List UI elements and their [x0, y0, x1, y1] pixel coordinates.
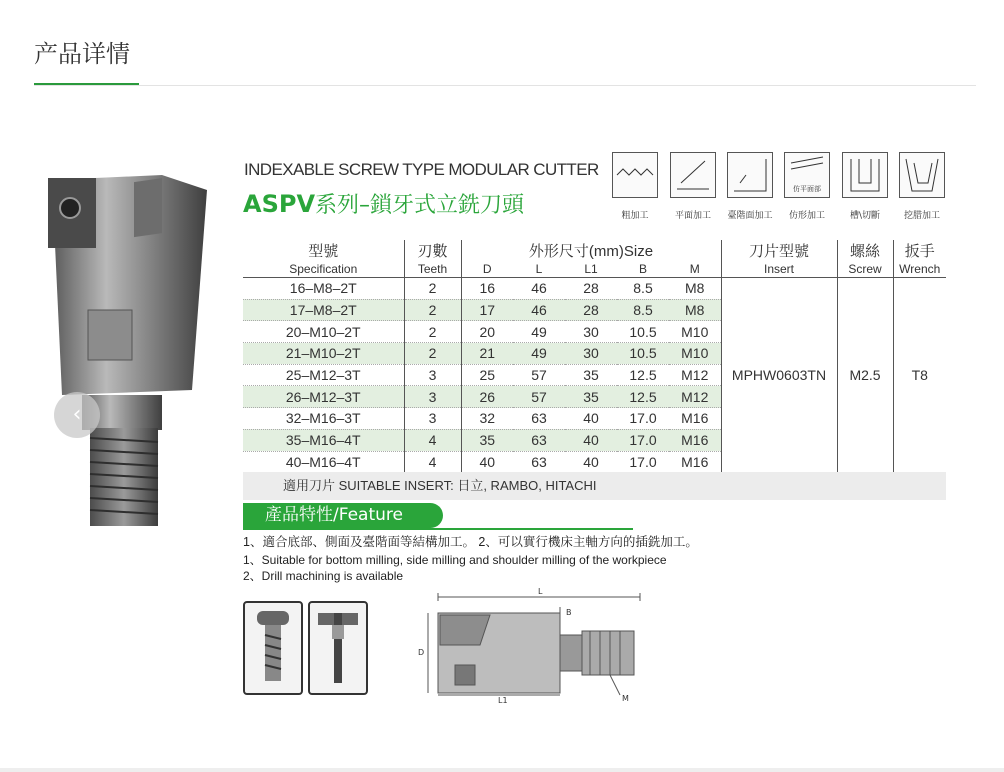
table-row: [243, 278, 946, 300]
col-wrench-en: Wrench: [893, 261, 946, 278]
col-teeth: 刃數: [404, 240, 461, 261]
screw-accessory-icon: [243, 601, 303, 695]
face-milling-icon: [670, 152, 716, 198]
table-cell: 4: [404, 429, 461, 451]
table-cell: 16: [461, 278, 513, 300]
tab-divider: [34, 85, 976, 86]
table-cell: 10.5: [617, 343, 669, 365]
table-cell: 26: [461, 386, 513, 408]
table-cell: 46: [513, 299, 565, 321]
table-cell: M12: [681, 367, 709, 384]
col-m: M: [689, 262, 700, 276]
carousel-prev-button[interactable]: [54, 392, 100, 438]
process-label: 粗加工: [621, 211, 649, 221]
table-cell: M16: [669, 429, 721, 451]
table-cell: 17: [461, 299, 513, 321]
table-cell: 32: [461, 408, 513, 430]
table-cell: 2: [404, 299, 461, 321]
model-name: ASPV: [243, 190, 316, 218]
feature-title: 產品特性/Feature: [243, 503, 443, 528]
heading-en: INDEXABLE SCREW TYPE MODULAR CUTTER: [244, 160, 599, 179]
dim-m: M: [622, 694, 629, 703]
table-cell: 4: [404, 451, 461, 473]
insert-cell: MPHW0603TN: [721, 278, 837, 473]
table-cell: 49: [513, 343, 565, 365]
table-cell: 21: [461, 343, 513, 365]
table-cell: 26–M12–3T: [243, 386, 404, 408]
col-insert: 刀片型號: [721, 240, 837, 261]
table-cell: M16: [681, 453, 709, 470]
table-cell: 35–M16–4T: [243, 429, 404, 451]
grooving-icon: [842, 152, 888, 198]
bottom-divider: [0, 768, 1004, 772]
suitable-insert-text: 適用刀片 SUITABLE INSERT: 日立, RAMBO, HITACHI: [283, 478, 597, 493]
table-cell: M8: [685, 280, 705, 297]
tab-product-details[interactable]: [34, 34, 130, 69]
table-cell: 3: [404, 386, 461, 408]
table-subheader-row: [243, 261, 946, 278]
tab-title: 产品详情: [34, 40, 130, 68]
shoulder-milling-icon: [727, 152, 773, 198]
table-cell: 25: [461, 364, 513, 386]
table-cell: 17.0: [617, 429, 669, 451]
table-cell: 57: [531, 367, 547, 384]
table-cell: M8: [669, 299, 721, 321]
table-cell: 3: [404, 408, 461, 430]
table-cell: 30: [565, 343, 617, 365]
table-cell: 20: [461, 321, 513, 343]
col-screw-en: Screw: [837, 261, 893, 278]
table-cell: 63: [513, 429, 565, 451]
table-cell: 12.5: [617, 386, 669, 408]
dimension-drawing: [410, 585, 650, 705]
spec-table: [243, 240, 946, 473]
table-cell: 25–M12–3T: [285, 367, 361, 384]
table-cell: 8.5: [617, 299, 669, 321]
feature-cn: 1、適合底部、側面及臺階面等結構加工。 2、可以實行機床主軸方向的插銑加工。: [243, 535, 698, 549]
table-cell: 32–M16–3T: [285, 410, 361, 427]
process-rough: [609, 152, 661, 221]
col-b: B: [638, 262, 647, 276]
feature-en-2: 2、Drill machining is available: [243, 569, 404, 583]
table-cell: M10: [681, 323, 709, 340]
table-cell: 35: [461, 429, 513, 451]
col-l: L: [535, 262, 543, 276]
dim-b: B: [566, 608, 572, 617]
table-cell: 10.5: [629, 323, 657, 340]
series-name: 系列–鎖牙式立銑刀頭: [315, 193, 525, 218]
table-cell: 12.5: [629, 367, 657, 384]
process-label: 槽\切斷: [849, 211, 881, 221]
dim-l1: L1: [498, 696, 508, 705]
process-label: 平面加工: [674, 211, 711, 221]
process-label: 臺階面加工: [727, 211, 773, 221]
table-cell: 46: [531, 280, 547, 297]
dim-d: D: [418, 648, 425, 657]
process-label: 仿形加工: [788, 211, 825, 221]
table-cell: 17–M8–2T: [243, 299, 404, 321]
table-cell: 40: [583, 453, 599, 470]
col-teeth-en: Teeth: [404, 261, 461, 278]
process-groove: [839, 152, 891, 221]
profile-milling-icon: [784, 152, 830, 198]
col-d: D: [461, 261, 513, 278]
table-cell: 35: [583, 367, 599, 384]
table-cell: M16: [681, 410, 709, 427]
process-label: 挖腊加工: [903, 211, 940, 221]
table-cell: 40: [461, 451, 513, 473]
table-cell: 40: [565, 429, 617, 451]
col-spec-en: Specification: [289, 262, 358, 276]
table-cell: M10: [669, 343, 721, 365]
wrench-accessory-icon: [308, 601, 368, 695]
table-cell: 40: [583, 410, 599, 427]
process-profile: [781, 152, 833, 221]
table-cell: 2: [404, 321, 461, 343]
col-l1: L1: [584, 262, 598, 276]
table-cell: 17.0: [629, 453, 657, 470]
table-cell: 63: [531, 410, 547, 427]
feature-en-1: 1、Suitable for bottom milling, side milling and shoulder milling of the workpiece: [243, 553, 667, 567]
chevron-left-icon: ‹: [72, 402, 82, 427]
table-cell: 28: [565, 299, 617, 321]
table-cell: M12: [669, 386, 721, 408]
table-cell: 17.0: [629, 410, 657, 427]
col-wrench: 扳手: [893, 240, 946, 261]
product-image: [42, 170, 212, 530]
table-cell: 8.5: [633, 280, 653, 297]
table-cell: 30: [583, 323, 599, 340]
screw-cell: M2.5: [837, 278, 893, 473]
process-shoulder: [724, 152, 776, 221]
table-cell: 57: [513, 386, 565, 408]
col-screw: 螺絲: [837, 240, 893, 261]
table-cell: 35: [565, 386, 617, 408]
table-cell: 21–M10–2T: [243, 343, 404, 365]
dim-l: L: [538, 587, 543, 596]
table-cell: 49: [531, 323, 547, 340]
heading-cn: [243, 188, 524, 219]
table-cell: 3: [404, 364, 461, 386]
rough-machining-icon: [612, 152, 658, 198]
col-spec: 型號: [308, 243, 339, 260]
col-size: 外形尺寸(mm)Size: [461, 240, 721, 261]
table-cell: 28: [583, 280, 599, 297]
table-cell: 40–M16–4T: [285, 453, 361, 470]
profile-inner-label: 仿平面部: [793, 185, 821, 193]
table-cell: 2: [404, 278, 461, 300]
table-cell: 16–M8–2T: [289, 280, 357, 297]
wrench-cell: T8: [893, 278, 946, 473]
process-face: [667, 152, 719, 221]
feature-divider: [243, 528, 633, 530]
table-cell: 2: [404, 343, 461, 365]
col-insert-en: Insert: [721, 261, 837, 278]
suitable-insert-bar: [243, 472, 946, 500]
table-header-row: [243, 240, 946, 261]
pocket-milling-icon: [899, 152, 945, 198]
table-cell: 63: [531, 453, 547, 470]
table-cell: 20–M10–2T: [285, 323, 361, 340]
process-pocket: [896, 152, 948, 221]
